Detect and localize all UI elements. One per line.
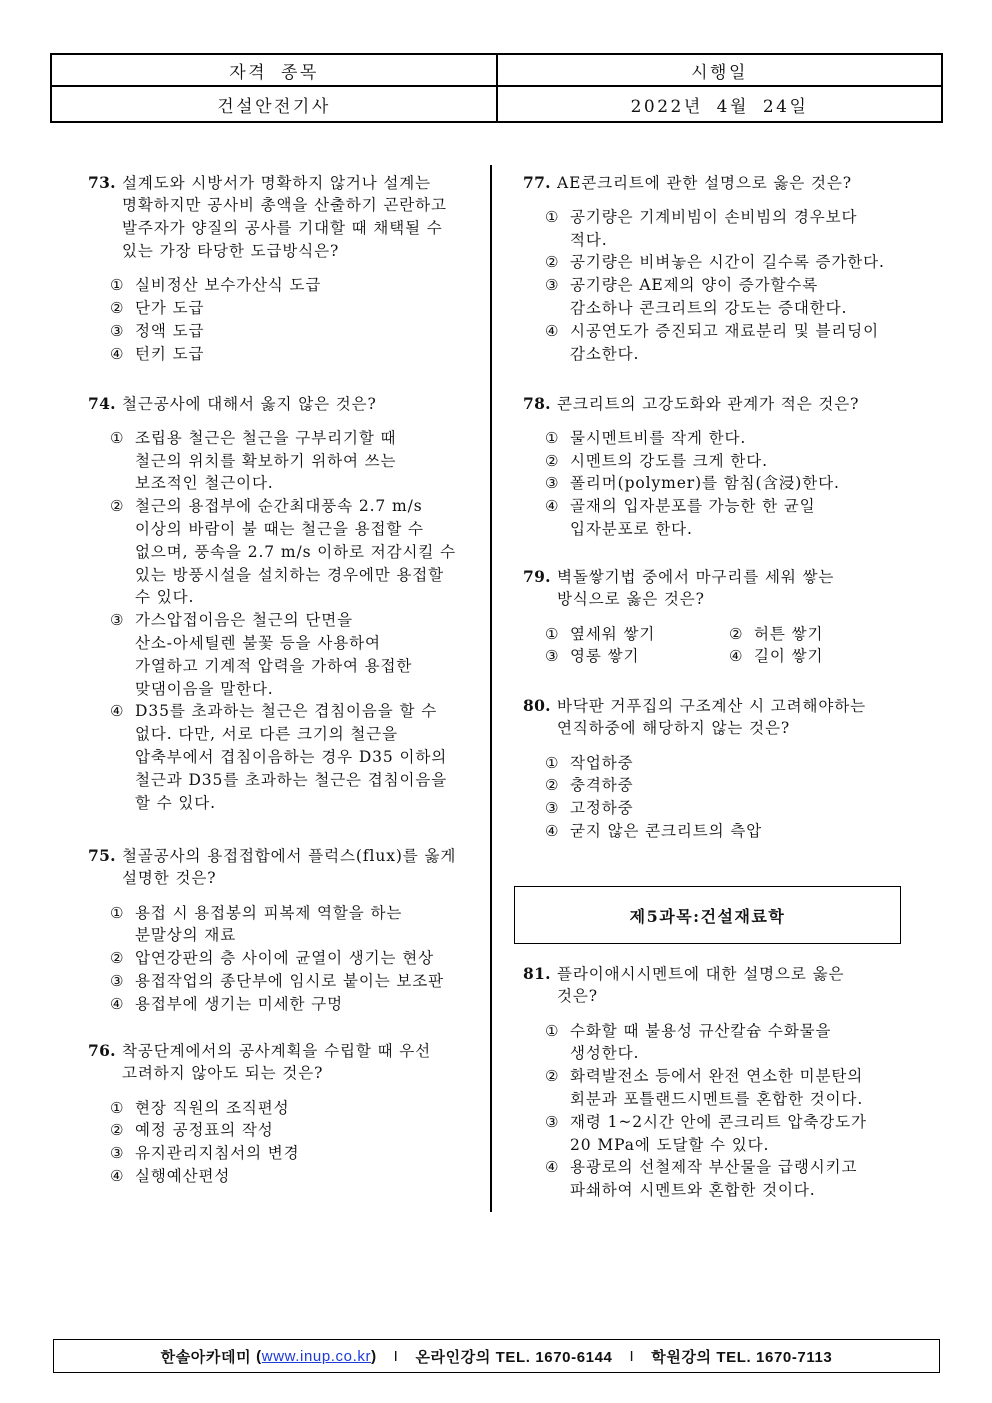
option-marker: ① <box>545 207 560 226</box>
option-text-line: 수 있다. <box>135 588 195 607</box>
question-75 <box>88 845 473 1016</box>
section-title-box <box>514 886 901 944</box>
option-marker: ③ <box>110 611 125 630</box>
option-3 <box>88 970 473 993</box>
option-text-line: 실행예산편성 <box>135 1167 231 1186</box>
option-4 <box>523 1156 908 1202</box>
answer-options <box>88 902 473 1016</box>
stem-line: 설계도와 시방서가 명확하지 않거나 설계는 <box>122 173 432 192</box>
footer-paren-close: ) <box>371 1347 377 1365</box>
option-1 <box>523 623 707 646</box>
option-marker: ① <box>110 1098 125 1117</box>
option-text-line: 가스압접이음은 철근의 단면을 <box>135 611 354 630</box>
stem-line: 바닥판 거푸집의 구조계산 시 고려해야하는 <box>557 696 867 715</box>
footer-paren-open: ( <box>256 1347 262 1365</box>
option-text-line: 철근의 용접부에 순간최대풍속 2.7 m/s <box>135 497 423 516</box>
question-81 <box>523 963 908 1202</box>
question-stem <box>88 1040 473 1086</box>
option-marker: ④ <box>545 321 560 340</box>
stem-line: 설명한 것은? <box>122 869 217 888</box>
stem-line: 철근공사에 대해서 옳지 않은 것은? <box>122 394 377 413</box>
question-stem <box>523 566 908 612</box>
option-marker: ④ <box>110 994 125 1013</box>
date-value: 2022년 4월 24일 <box>630 96 809 117</box>
option-marker: ② <box>110 949 125 968</box>
option-marker: ② <box>545 1067 560 1086</box>
option-text-line: 감소하나 콘크리트의 강도는 증대한다. <box>570 299 848 318</box>
footer-separator: I <box>629 1347 635 1365</box>
table-column-divider <box>496 55 498 121</box>
option-4 <box>523 820 908 843</box>
footer-website-link[interactable]: www.inup.co.kr <box>261 1347 372 1365</box>
option-1 <box>523 752 908 775</box>
option-marker: ① <box>110 428 125 447</box>
option-text-line: 작업하중 <box>570 753 634 772</box>
option-marker: ① <box>110 903 125 922</box>
subject-label: 자격 종목 <box>229 62 319 83</box>
option-text-line: 실비정산 보수가산식 도급 <box>135 276 322 295</box>
date-label: 시행일 <box>691 62 748 83</box>
stem-line: 플라이애시시멘트에 대한 설명으로 옳은 <box>557 964 845 983</box>
option-text-line: 물시멘트비를 작게 한다. <box>570 428 747 447</box>
answer-options <box>523 427 908 541</box>
option-text-line: 용접작업의 종단부에 임시로 붙이는 보조판 <box>135 972 445 991</box>
option-marker: ① <box>545 428 560 447</box>
option-text-line: 맞댐이음을 말한다. <box>135 679 274 698</box>
option-marker: ① <box>110 276 125 295</box>
question-stem <box>523 695 908 741</box>
option-text-line: 단가 도급 <box>135 299 205 318</box>
question-80 <box>523 695 908 843</box>
question-number: 80. <box>523 695 551 715</box>
option-text-line: 유지관리지침서의 변경 <box>135 1144 300 1163</box>
option-text-line: 보조적인 철근이다. <box>135 474 274 493</box>
option-marker: ② <box>110 1121 125 1140</box>
option-4 <box>523 495 908 541</box>
option-text-line: 압축부에서 겹침이음하는 경우 D35 이하의 <box>135 748 448 767</box>
option-marker: ③ <box>545 276 560 295</box>
option-2 <box>88 1119 473 1142</box>
option-text-line: 감소한다. <box>570 344 640 363</box>
option-3 <box>523 645 707 668</box>
footer-bar <box>53 1339 940 1373</box>
option-text-line: 용접 시 용접봉의 피복제 역할을 하는 <box>135 903 403 922</box>
question-stem <box>88 172 473 263</box>
question-73 <box>88 172 473 366</box>
option-3 <box>88 320 473 343</box>
question-stem <box>523 963 908 1009</box>
answer-options <box>88 427 473 815</box>
option-text-line: 화력발전소 등에서 완전 연소한 미분탄의 <box>570 1067 864 1086</box>
option-marker: ① <box>545 753 560 772</box>
stem-line: 철골공사의 용접접합에서 플럭스(flux)를 옳게 <box>122 846 457 865</box>
option-2 <box>523 1065 908 1111</box>
option-marker: ④ <box>729 647 744 666</box>
option-marker: ④ <box>545 822 560 841</box>
option-4 <box>88 700 473 814</box>
option-text-line: 압연강판의 층 사이에 균열이 생기는 현상 <box>135 949 434 968</box>
question-number: 76. <box>88 1040 116 1060</box>
option-text-line: 용광로의 선철제작 부산물을 급랭시키고 <box>570 1158 858 1177</box>
answer-options <box>523 1020 908 1202</box>
option-4 <box>523 320 908 366</box>
option-marker: ④ <box>110 1167 125 1186</box>
option-text-line: 정액 도급 <box>135 321 205 340</box>
option-4 <box>88 343 473 366</box>
answer-options <box>88 1097 473 1188</box>
option-text-line: 용접부에 생기는 미세한 구멍 <box>135 994 343 1013</box>
option-text-line: 입자분포로 한다. <box>570 520 693 539</box>
option-2 <box>707 623 891 646</box>
option-marker: ④ <box>545 1158 560 1177</box>
question-number: 79. <box>523 566 551 586</box>
option-text-line: 굳지 않은 콘크리트의 측압 <box>570 822 763 841</box>
stem-line: 착공단계에서의 공사계획을 수립할 때 우선 <box>122 1041 432 1060</box>
option-text-line: 현장 직원의 조직편성 <box>135 1098 290 1117</box>
option-marker: ① <box>545 624 560 643</box>
option-text-line: 분말상의 재료 <box>135 926 237 945</box>
option-text-line: 골재의 입자분포를 가능한 한 균일 <box>570 497 816 516</box>
option-marker: ② <box>545 776 560 795</box>
option-text-line: 산소-아세틸렌 불꽃 등을 사용하여 <box>135 634 381 653</box>
option-text-line: 재령 1~2시간 안에 콘크리트 압축강도가 <box>570 1112 867 1131</box>
option-text-line: 가열하고 기계적 압력을 가하여 용접한 <box>135 656 413 675</box>
option-1 <box>88 274 473 297</box>
option-marker: ④ <box>545 497 560 516</box>
option-text-line: 있는 방풍시설을 설치하는 경우에만 용접할 <box>135 565 445 584</box>
stem-line: AE콘크리트에 관한 설명으로 옳은 것은? <box>557 173 852 192</box>
option-marker: ② <box>729 624 744 643</box>
option-3 <box>523 797 908 820</box>
stem-line: 콘크리트의 고강도화와 관계가 적은 것은? <box>557 394 860 413</box>
option-1 <box>88 902 473 948</box>
option-text-line: 적다. <box>570 230 608 249</box>
stem-line: 방식으로 옳은 것은? <box>557 590 705 609</box>
option-text-line: D35를 초과하는 철근은 겹침이음을 할 수 <box>135 702 438 721</box>
option-marker: ③ <box>545 799 560 818</box>
stem-line: 벽돌쌓기법 중에서 마구리를 세워 쌓는 <box>557 567 835 586</box>
question-77 <box>523 172 908 366</box>
option-text-line: 예정 공정표의 작성 <box>135 1121 274 1140</box>
option-2 <box>523 450 908 473</box>
option-text-line: 턴키 도급 <box>135 344 205 363</box>
question-stem <box>88 845 473 891</box>
option-1 <box>523 1020 908 1066</box>
option-3 <box>88 609 473 700</box>
footer-online-tel: 온라인강의 TEL. 1670-6144 <box>415 1348 613 1366</box>
option-marker: ② <box>545 253 560 272</box>
option-3 <box>523 472 908 495</box>
column-divider <box>490 165 492 1212</box>
answer-options <box>523 752 908 843</box>
option-text-line: 옆세워 쌓기 <box>570 624 656 643</box>
option-text-line: 없으며, 풍속을 2.7 m/s 이하로 저감시킬 수 <box>135 542 456 561</box>
option-text-line: 폴리머(polymer)를 함침(含浸)한다. <box>570 474 840 493</box>
stem-line: 발주자가 양질의 공사를 기대할 때 채택될 수 <box>122 219 443 238</box>
question-number: 81. <box>523 963 551 983</box>
option-text-line: 회분과 포틀랜드시멘트를 혼합한 것이다. <box>570 1090 864 1109</box>
option-3 <box>88 1142 473 1165</box>
option-text-line: 이상의 바람이 불 때는 철근을 용접할 수 <box>135 520 424 539</box>
answer-options <box>523 623 908 669</box>
option-text-line: 고정하중 <box>570 799 634 818</box>
stem-line: 고려하지 않아도 되는 것은? <box>122 1064 324 1083</box>
answer-options <box>88 274 473 365</box>
option-text-line: 공기량은 기계비빔이 손비빔의 경우보다 <box>570 207 858 226</box>
question-stem <box>523 393 908 416</box>
option-marker: ③ <box>545 647 560 666</box>
question-78 <box>523 393 908 541</box>
question-79 <box>523 566 908 669</box>
question-76 <box>88 1040 473 1188</box>
question-number: 75. <box>88 845 116 865</box>
option-2 <box>88 297 473 320</box>
stem-line: 것은? <box>557 987 598 1006</box>
question-number: 74. <box>88 393 116 413</box>
question-number: 78. <box>523 393 551 413</box>
stem-line: 명확하지만 공사비 총액을 산출하기 곤란하고 <box>122 196 447 215</box>
stem-line: 연직하중에 해당하지 않는 것은? <box>557 719 791 738</box>
option-2 <box>88 495 473 609</box>
option-text-line: 길이 쌓기 <box>754 647 824 666</box>
option-marker: ① <box>545 1021 560 1040</box>
question-number: 73. <box>88 172 116 192</box>
question-number: 77. <box>523 172 551 192</box>
option-marker: ② <box>110 299 125 318</box>
footer-academy-tel: 학원강의 TEL. 1670-7113 <box>651 1348 833 1366</box>
option-text-line: 충격하중 <box>570 776 634 795</box>
option-1 <box>523 206 908 252</box>
option-marker: ③ <box>545 474 560 493</box>
option-2 <box>88 947 473 970</box>
option-text-line: 철근의 위치를 확보하기 위하여 쓰는 <box>135 451 397 470</box>
option-4 <box>707 645 891 668</box>
option-text-line: 생성한다. <box>570 1044 640 1063</box>
footer-separator: I <box>393 1347 399 1365</box>
option-marker: ④ <box>110 344 125 363</box>
option-text-line: 파쇄하여 시멘트와 혼합한 것이다. <box>570 1181 816 1200</box>
option-text-line: 영롱 쌓기 <box>570 647 640 666</box>
option-3 <box>523 1111 908 1157</box>
option-text-line: 수화할 때 불용성 규산칼슘 수화물을 <box>570 1021 832 1040</box>
exam-info-table <box>50 53 943 123</box>
option-text-line: 허튼 쌓기 <box>754 624 824 643</box>
option-3 <box>523 274 908 320</box>
subject-value: 건설안전기사 <box>217 96 331 117</box>
option-4 <box>88 993 473 1016</box>
option-4 <box>88 1165 473 1188</box>
option-text-line: 할 수 있다. <box>135 793 216 812</box>
option-marker: ③ <box>545 1112 560 1131</box>
option-text-line: 조립용 철근은 철근을 구부리기할 때 <box>135 428 397 447</box>
option-text-line: 공기량은 AE제의 양이 증가할수록 <box>570 276 819 295</box>
option-marker: ③ <box>110 972 125 991</box>
option-text-line: 철근과 D35를 초과하는 철근은 겹침이음을 <box>135 770 448 789</box>
option-marker: ② <box>110 497 125 516</box>
option-1 <box>523 427 908 450</box>
question-stem <box>88 393 473 416</box>
answer-options <box>523 206 908 366</box>
option-text-line: 20 MPa에 도달할 수 있다. <box>570 1135 770 1154</box>
option-1 <box>88 427 473 495</box>
section-title: 제5과목:건설재료학 <box>629 906 786 926</box>
option-marker: ③ <box>110 1144 125 1163</box>
option-marker: ③ <box>110 321 125 340</box>
option-marker: ④ <box>110 702 125 721</box>
option-1 <box>88 1097 473 1120</box>
stem-line: 있는 가장 타당한 도급방식은? <box>122 241 340 260</box>
option-text-line: 없다. 다만, 서로 다른 크기의 철근을 <box>135 725 399 744</box>
option-text-line: 공기량은 비벼놓은 시간이 길수록 증가한다. <box>570 253 885 272</box>
option-text-line: 시멘트의 강도를 크게 한다. <box>570 451 768 470</box>
option-marker: ② <box>545 451 560 470</box>
question-74 <box>88 393 473 815</box>
footer-org-name: 한솔아카데미 <box>160 1348 252 1366</box>
option-text-line: 시공연도가 증진되고 재료분리 및 블리딩이 <box>570 321 880 340</box>
question-stem <box>523 172 908 195</box>
option-2 <box>523 251 908 274</box>
option-2 <box>523 774 908 797</box>
